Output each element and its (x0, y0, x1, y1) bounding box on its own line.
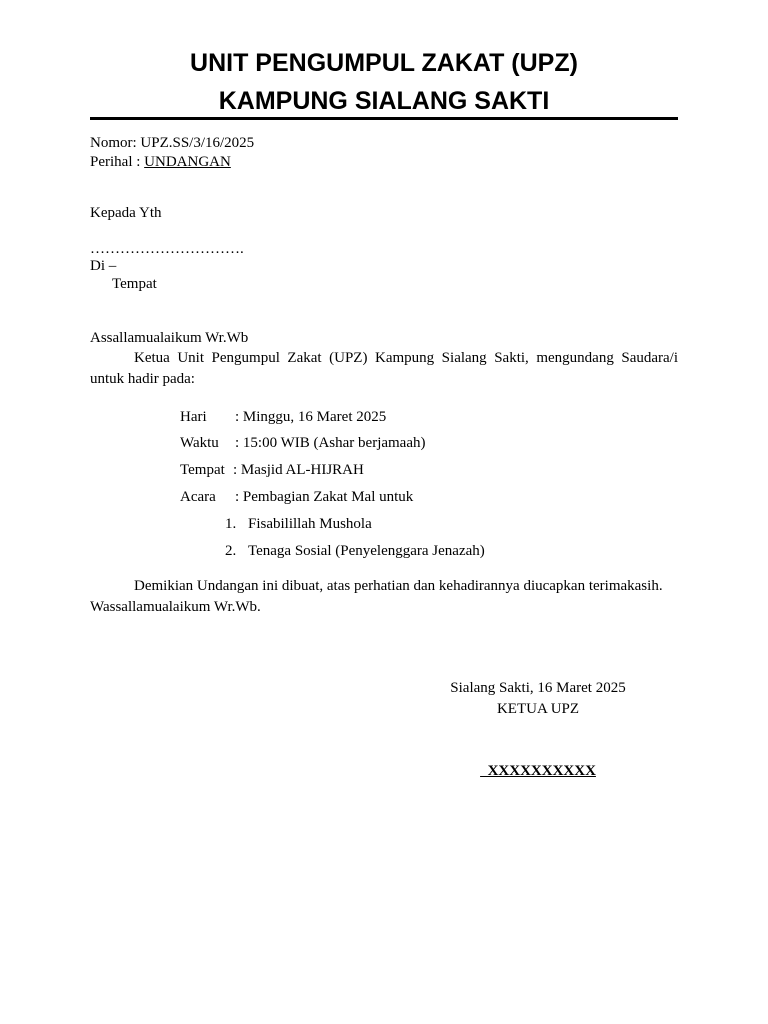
agenda-item-number: 2. (225, 543, 237, 559)
recipient-salutation: Kepada Yth (90, 205, 162, 221)
signature-name (418, 762, 658, 780)
letter-subject (90, 153, 231, 171)
signature-name-text: XXXXXXXXXX (480, 763, 596, 779)
subject-value: UNDANGAN (144, 154, 231, 170)
letterhead-divider (90, 117, 678, 120)
agenda-item-number: 1. (225, 516, 237, 532)
invitation-paragraph: Ketua Unit Pengumpul Zakat (UPZ) Kampung Sialang Sakti, mengundang Saudara/i untuk hadir pada: (90, 350, 678, 387)
greeting: Assallamualaikum Wr.Wb (90, 330, 249, 346)
farewell: Wassallamualaikum Wr.Wb. (90, 599, 261, 615)
detail-label-place: Tempat (180, 462, 225, 478)
detail-value-time: : 15:00 WIB (Ashar berjamaah) (235, 435, 426, 451)
detail-label-day: Hari (180, 409, 207, 425)
detail-value-day: : Minggu, 16 Maret 2025 (235, 409, 387, 425)
recipient-di: Di – (90, 258, 117, 274)
detail-label-time: Waktu (180, 435, 219, 451)
letter-number: Nomor: UPZ.SS/3/16/2025 (90, 135, 255, 151)
recipient-place: Tempat (112, 276, 157, 292)
recipient-name-placeholder: …………………………. (90, 241, 244, 257)
agenda-item-text: Fisabilillah Mushola (248, 516, 372, 532)
subject-label: Perihal : (90, 154, 145, 170)
closing-sentence: Demikian Undangan ini dibuat, atas perhatian dan kehadirannya diucapkan terimakasih. (134, 578, 663, 594)
agenda-item-text: Tenaga Sosial (Penyelenggara Jenazah) (248, 543, 485, 559)
letterhead-title-line1: UNIT PENGUMPUL ZAKAT (UPZ) (190, 49, 578, 77)
detail-value-place: : Masjid AL-HIJRAH (233, 462, 364, 478)
letterhead-title-line2: KAMPUNG SIALANG SAKTI (218, 87, 550, 115)
signature-role: KETUA UPZ (496, 701, 580, 717)
detail-label-event: Acara (180, 489, 216, 505)
signature-place-date: Sialang Sakti, 16 Maret 2025 (450, 680, 626, 696)
detail-value-event: : Pembagian Zakat Mal untuk (235, 489, 414, 505)
